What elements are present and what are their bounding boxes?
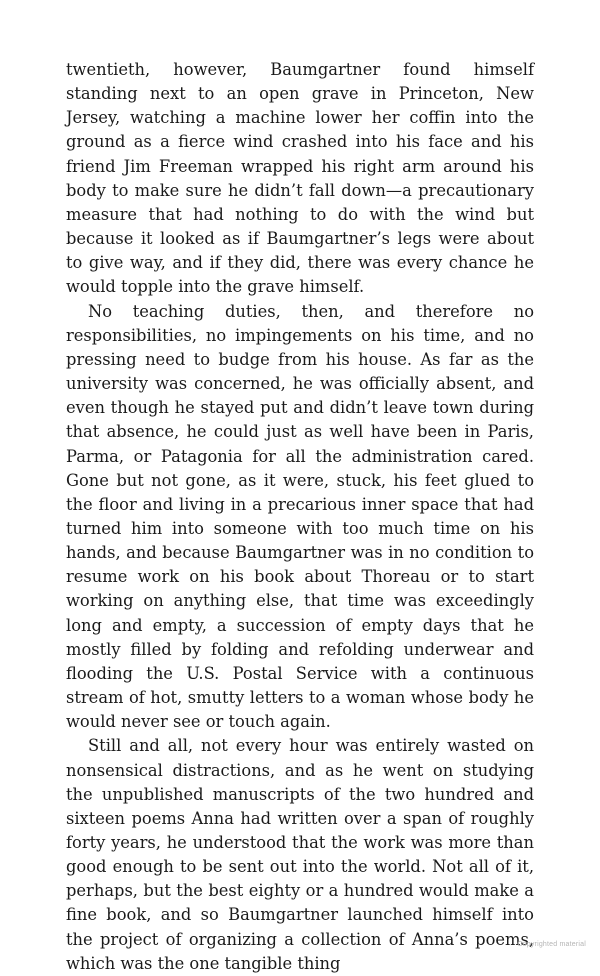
paragraph-teaching-duties: No teaching duties, then, and therefore no responsibilities, no impingements on his time, and no pressing need to budge from his house. As far as the university was concerned, he was officially absent, and even though he stayed put and didn’t leave town during that absence, he could just as well have been in Paris, Parma, or Patagonia for all the administration cared. Gone but not gone, as it were, stuck, his feet glued to the floor and living in a precarious inner space that had turned him into someone with too much time on his hands, and because Baumgartner was in no condition to resume work on his book about Thoreau or to start working on anything else, that time was exceedingly long and empty, a succession of empty days that he mostly filled by folding and refolding underwear and flooding the U.S. Postal Service with a continuous stream of hot, smutty letters to a woman whose body he would never see or touch again. xyxy=(66,301,534,732)
copyright-watermark: Copyrighted material xyxy=(517,941,586,948)
paragraph-still-and-all: Still and all, not every hour was entirely wasted on nonsensical distractions, and as he went on studying the unpublished manuscripts of the two hundred and sixteen poems Anna had written over a span of roughly forty years, he understood that the work was more than good enough to be sent out into the world. Not all of it, perhaps, but the best eighty or a hundred would make a fine book, and so Baumgartner launched himself into the project of organizing a collection of Anna’s poems, which was the one tangible thing xyxy=(66,736,534,973)
paragraph-continuation: twentieth, however, Baumgartner found himself standing next to an open grave in Princeton, New Jersey, watching a machine lower her coffin into the ground as a fierce wind crashed into his face and his friend Jim Freeman wrapped his right arm around his body to make sure he didn’t fall down—a precautionary measure that had nothing to do with the wind but because it looked as if Baumgartner’s legs were about to give way, and if they did, there was every chance he would topple into the grave himself. xyxy=(66,60,534,297)
book-page-text xyxy=(66,58,534,976)
